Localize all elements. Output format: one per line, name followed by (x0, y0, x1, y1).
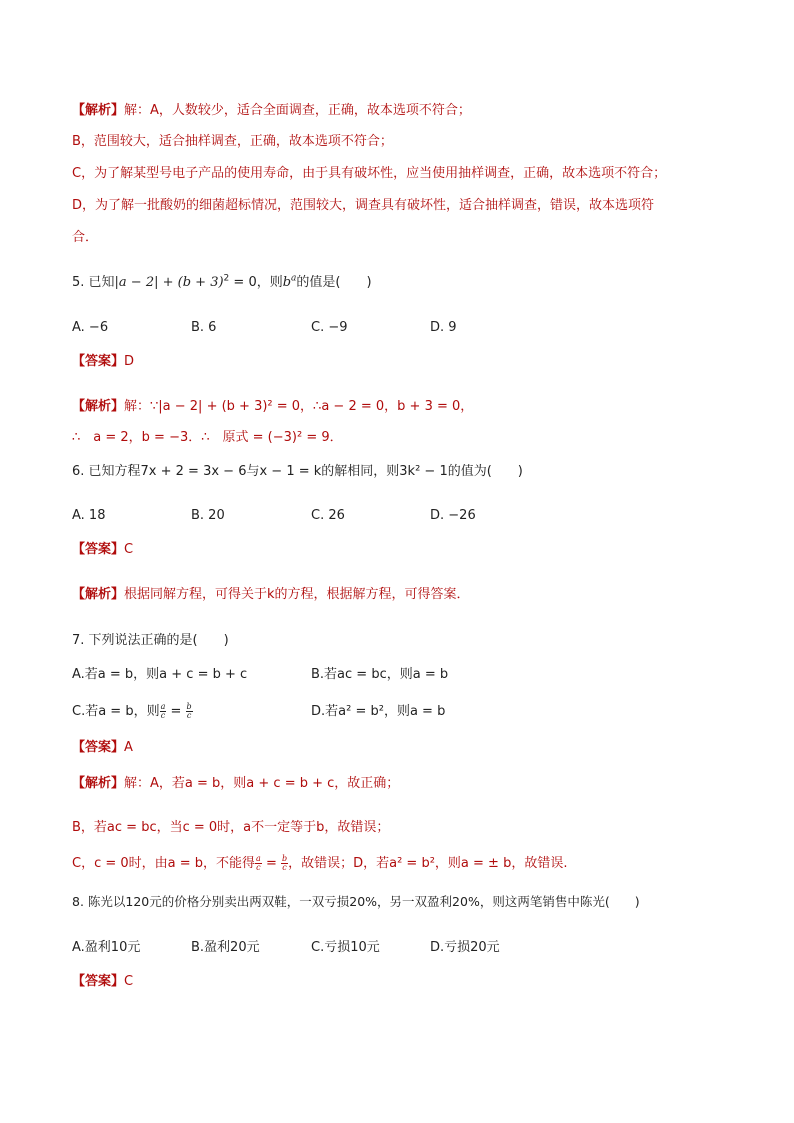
q5-stem-math: |a − 2| + (b + 3) (114, 275, 224, 290)
q7-option-c-fraction-right (186, 703, 193, 720)
analysis-tag: 【解析】 (72, 776, 125, 791)
q6-option-d: D. −26 (430, 508, 476, 523)
q6-analysis-line (72, 586, 470, 604)
q7-analysis-text-3a: C，c = 0时，由a = b，不能得 (72, 856, 256, 871)
answer-tag: 【答案】 (72, 542, 125, 557)
q5-answer: D (124, 354, 135, 369)
q5-analysis-line-1 (72, 398, 473, 416)
q4-analysis-line-1 (72, 102, 471, 120)
q5-option-a: A. −6 (72, 320, 109, 335)
q5-stem (72, 274, 372, 292)
answer-tag: 【答案】 (72, 740, 125, 755)
answer-tag: 【答案】 (72, 354, 125, 369)
q7-answer-line (72, 739, 133, 757)
q4-analysis-line-3: C，为了解某型号电子产品的使用寿命，由于具有破坏性，应当使用抽样调查，正确，故本选项不符合； (72, 166, 667, 181)
q7-analysis-line-1 (72, 775, 399, 793)
q7-analysis-equals: = (261, 856, 281, 871)
q7-analysis-text-3b: ，故错误；D，若a² = b²，则a = ± b，故错误. (288, 856, 568, 871)
q7-analysis-line-2: B，若ac = bc，当c = 0时，a不一定等于b，故错误； (72, 820, 390, 835)
q4-analysis-line-2: B，范围较大，适合抽样调查，正确，故本选项不符合； (72, 134, 393, 149)
q5-stem-sup: 2 (223, 273, 230, 284)
q7-option-b: B.若ac = bc，则a = b (311, 667, 449, 682)
q6-answer: C (124, 542, 134, 557)
q5-analysis-text-1: 解：∵|a − 2| + (b + 3)² = 0，∴a − 2 = 0，b + 3 = 0， (124, 399, 474, 414)
q5-stem-a: 5. 已知 (72, 275, 115, 290)
q7-option-c (72, 703, 193, 721)
q5-stem-sup2: a (291, 273, 297, 284)
q5-analysis-line-2: ∴ a = 2，b = −3．∴ 原式 = (−3)² = 9． (72, 430, 343, 445)
fraction-denominator: c (282, 863, 287, 872)
q7-analysis-fraction-left (255, 855, 262, 872)
fraction-numerator: b (186, 702, 192, 711)
q4-analysis-text-1: 解：A，人数较少，适合全面调查，正确，故本选项不符合； (124, 103, 471, 118)
q7-option-a: A.若a = b，则a + c = b + c (72, 667, 248, 682)
q5-option-d: D. 9 (430, 320, 457, 335)
q5-stem-math2: b (282, 275, 292, 290)
q8-answer: C (124, 974, 134, 989)
q5-option-b: B. 6 (191, 320, 217, 335)
q6-stem: 6. 已知方程7x + 2 = 3x − 6与x − 1 = k的解相同，则3k² − 1的值为( ) (72, 464, 523, 479)
fraction-denominator: c (186, 711, 192, 720)
answer-tag: 【答案】 (72, 974, 125, 989)
q7-stem: 7. 下列说法正确的是( ) (72, 633, 229, 648)
q4-analysis-line-4: D，为了解一批酸奶的细菌超标情况，范围较大，调查具有破坏性，适合抽样调查，错误，故本选项符 (72, 198, 655, 213)
q6-analysis-text: 根据同解方程，可得关于k的方程，根据解方程，可得答案． (124, 587, 470, 602)
fraction-numerator: a (160, 702, 166, 711)
q7-option-c-equals: = (166, 704, 186, 719)
q8-answer-line (72, 973, 133, 991)
analysis-tag: 【解析】 (72, 103, 125, 118)
fraction-numerator: a (256, 854, 261, 863)
q8-option-b: B.盈利20元 (191, 940, 260, 955)
fraction-denominator: c (160, 711, 166, 720)
q8-option-a: A.盈利10元 (72, 940, 141, 955)
q7-option-d: D.若a² = b²，则a = b (311, 704, 446, 719)
q4-analysis-line-5: 合． (72, 230, 99, 245)
q6-answer-line (72, 541, 133, 559)
fraction-numerator: b (281, 854, 288, 863)
q7-option-c-prefix: C.若a = b，则 (72, 704, 160, 719)
q7-analysis-text-1: 解：A，若a = b，则a + c = b + c，故正确； (124, 776, 400, 791)
fraction-denominator: c (256, 863, 261, 872)
analysis-tag: 【解析】 (72, 399, 125, 414)
analysis-tag: 【解析】 (72, 587, 125, 602)
q8-option-c: C.亏损10元 (311, 940, 380, 955)
q5-option-c: C. −9 (311, 320, 348, 335)
q7-answer: A (124, 740, 133, 755)
q7-analysis-line-3 (72, 855, 567, 873)
q6-option-a: A. 18 (72, 508, 106, 523)
q6-option-c: C. 26 (311, 508, 345, 523)
q5-stem-c: 的值是( ) (296, 275, 372, 290)
q6-option-b: B. 20 (191, 508, 225, 523)
q5-stem-b: = 0，则 (229, 275, 283, 290)
q8-option-d: D.亏损20元 (430, 940, 500, 955)
q5-answer-line (72, 353, 134, 371)
q8-stem: 8. 陈光以120元的价格分别卖出两双鞋，一双亏损20%，另一双盈利20%，则这两笔销售中陈光( ) (72, 894, 640, 909)
